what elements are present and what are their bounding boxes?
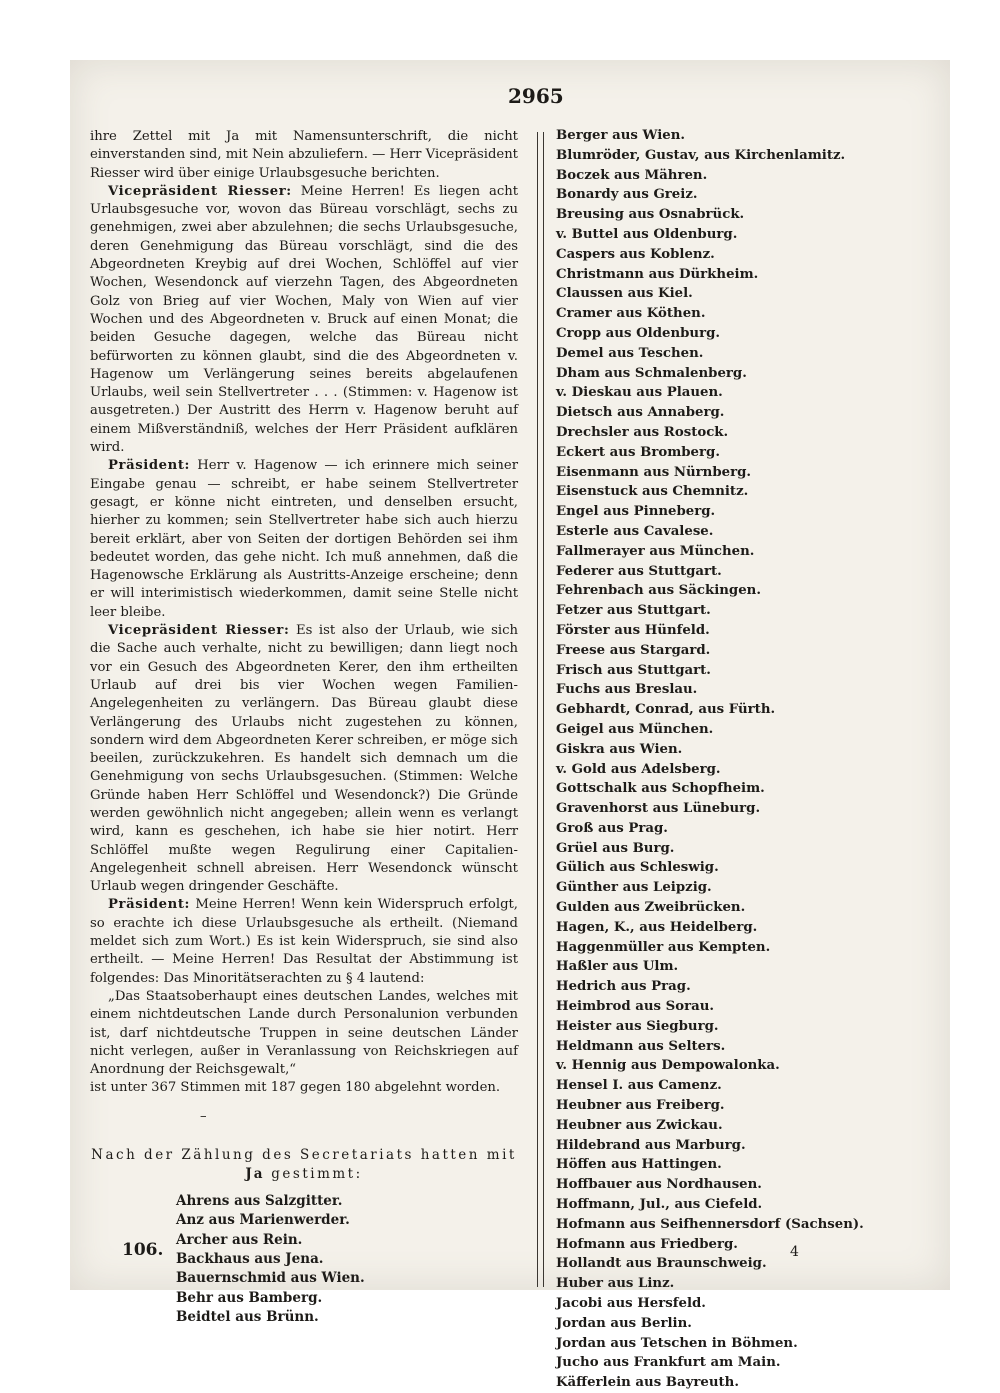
heading-rest: gestimmt: [271,1166,363,1183]
name-entry: Gülich aus Schleswig. [556,860,719,876]
name-entry: Haßler aus Ulm. [556,959,679,975]
speaker-label: Vicepräsident Riesser: [108,623,290,639]
name-entry: Heister aus Siegburg. [556,1018,719,1034]
signature-mark: 4 [790,1244,799,1260]
speaker-label: Präsident: [108,458,191,474]
separator-dash: – [200,1108,207,1124]
paragraph-text: Herr v. Hagenow — ich erinnere mich seiner Eingabe genau — schreibt, er habe seinem Stellvertreter gesagt, er könne nicht eintreten, und denselben ersucht, hierher zu kommen; sein Stellvertreter habe sich auch hierzu bereit erklärt, aber von Seiten der dortigen Behörden sei ihm bedeutet worden, das gehe nicht. Ich muß annehmen, daß die Hagenowsche Erklärung als Austritts-Anzeige erscheine; denn er will interimistisch wiederkommen, damit seine Stelle nicht leer bleibe. [90,458,518,620]
name-entry: Frisch aus Stuttgart. [556,662,711,678]
name-entry: Claussen aus Kiel. [556,286,693,302]
name-entry: Berger aus Wien. [556,128,686,143]
name-entry: Grüel aus Burg. [556,840,675,856]
name-entry: Blumröder, Gustav, aus Kirchenlamitz. [556,147,846,163]
name-entry: Cropp aus Oldenburg. [556,325,721,341]
name-entry: Gravenhorst aus Lüneburg. [556,801,761,817]
name-entry: Hagen, K., aus Heidelberg. [556,919,758,935]
name-entry: Fallmerayer aus München. [556,543,755,559]
name-entry: Behr aus Bamberg. [176,1289,323,1306]
name-entry: Jacobi aus Hersfeld. [556,1296,706,1312]
name-entry: Heimbrod aus Sorau. [556,999,715,1015]
name-entry: Käfferlein aus Bayreuth. [556,1375,739,1391]
name-entry: Hensel I. aus Camenz. [556,1078,722,1094]
name-entry: Jordan aus Tetschen in Böhmen. [556,1335,798,1351]
name-entry: Günther aus Leipzig. [556,880,712,896]
name-entry: Fuchs aus Breslau. [556,682,698,698]
name-entry: v. Gold aus Adelsberg. [556,761,721,777]
name-entry: Esterle aus Cavalese. [556,523,714,539]
name-entry: Freese aus Stargard. [556,642,711,658]
name-entry: Christmann aus Dürkheim. [556,266,759,282]
name-entry: v. Hennig aus Dempowalonka. [556,1058,780,1074]
name-entry: Beidtel aus Brünn. [176,1308,319,1325]
name-entry: Jordan aus Berlin. [556,1315,692,1331]
paragraph-text: Meine Herren! Wenn kein Widerspruch erfolgt, so erachte ich diese Urlaubsgesuche als ertheilt. (Niemand meldet sich zum Wort.) Es ist kein Widerspruch, sie sind also ertheilt. — Meine Herren! Das Resultat der Abstimmung ist folgendes: Das Minoritätserachten zu § 4 lautend: [90,897,518,986]
right-column [556,126,936,1393]
name-entry: Fetzer aus Stuttgart. [556,603,711,619]
name-entry: Engel aus Pinneberg. [556,504,716,520]
name-entry: Caspers aus Koblenz. [556,246,715,262]
name-list-left [176,1192,518,1327]
name-entry: Eisenmann aus Nürnberg. [556,464,752,480]
paragraph [90,896,518,987]
name-entry: Bauernschmid aus Wien. [176,1270,365,1287]
name-entry: Bonardy aus Greiz. [556,187,698,203]
name-entry: Boczek aus Mähren. [556,167,708,183]
name-entry: Hedrich aus Prag. [556,979,691,995]
name-entry: Breusing aus Osnabrück. [556,207,745,223]
name-entry: Drechsler aus Rostock. [556,424,729,440]
name-entry: Hollandt aus Braunschweig. [556,1256,767,1272]
name-entry: Huber aus Linz. [556,1276,675,1292]
section-heading [90,1146,518,1184]
quoted-motion: „Das Staatsoberhaupt eines deutschen Landes, welches mit einem nichtdeutschen Lande durch Personalunion verbunden ist, darf nichtdeutsche Truppen in seine deutschen Länder nicht verlegen, außer in Veranlassung von Reichskriegen auf Anordnung der Reichsgewalt,“ [90,988,518,1078]
paragraph-text: Meine Herren! Es liegen acht Urlaubsgesuche vor, wovon das Büreau vorschlägt, sechs zu genehmigen, zwei aber abzulehnen; die sechs Urlaubsgesuche, deren Genehmigung das Büreau vorschlägt, sind die des Abgeordneten Kreybig auf drei Wochen, Schlöffel auf vier Wochen, Wesendonck auf vierzehn Tagen, des Abgeordneten Golz von Brieg auf vier Wochen, Maly von Wien auf vier Wochen und des Abgeordneten v. Bruck auf einen Monat; die beiden Gesuche dagegen, welche das Büreau nicht befürworten zu können glaubt, sind die des Abgeordneten v. Hagenow um Verlängerung seines bereits abgelaufenen Urlaubs, weil sein Stellvertreter . . . (Stimmen: v. Hagenow ist ausgetreten.) Der Austritt des Herrn v. Hagenow beruht auf einem Mißverständniß, welches der Herr Präsident aufklären wird. [90,183,519,456]
speaker-label: Präsident: [108,897,191,913]
name-entry: Jucho aus Frankfurt am Main. [556,1355,781,1371]
heading-line [90,1165,518,1184]
name-entry: Hofmann aus Friedberg. [556,1236,738,1252]
page-number: 2965 [508,84,564,108]
paragraph [90,183,518,457]
name-entry: Gottschalk aus Schopfheim. [556,781,765,797]
vote-result: ist unter 367 Stimmen mit 187 gegen 180 abgelehnt worden. [90,1080,501,1096]
name-entry: Federer aus Stuttgart. [556,563,722,579]
name-entry: Heldmann aus Selters. [556,1038,726,1054]
left-column [90,128,518,1327]
heading-line: Nach der Zählung des Secretariats hatten mit [91,1147,517,1164]
name-entry: Backhaus aus Jena. [176,1250,324,1267]
name-entry: Archer aus Rein. [176,1231,303,1248]
paragraph [90,457,518,622]
name-entry: v. Buttel aus Oldenburg. [556,226,738,242]
paragraph-text: ihre Zettel mit Ja mit Namensunterschrift, die nicht einverstanden sind, mit Nein abzuliefern. — Herr Vicepräsident Riesser wird über einige Urlaubsgesuche berichten. [90,129,518,181]
name-entry: Heubner aus Freiberg. [556,1098,725,1114]
name-entry: Geigel aus München. [556,721,714,737]
name-entry: Ahrens aus Salzgitter. [176,1193,343,1210]
name-entry: v. Dieskau aus Plauen. [556,385,723,401]
name-entry: Eisenstuck aus Chemnitz. [556,484,749,500]
name-entry: Höffen aus Hattingen. [556,1157,722,1173]
name-entry: Gebhardt, Conrad, aus Fürth. [556,702,776,718]
name-entry: Hoffbauer aus Nordhausen. [556,1177,762,1193]
column-divider [537,132,544,1287]
paragraph-text: Es ist also der Urlaub, wie sich die Sache auch verhalte, nicht zu bewilligen; dann liegt noch vor ein Gesuch des Abgeordneten Kerer, den ihm ertheilten Urlaub auf drei bis vier Wochen wegen Familien-Angelegenheiten zu verlängern. Das Büreau glaubt diese Verlängerung des Urlaubs nicht zugestehen zu können, sondern wird dem Abgeordneten Kerer schreiben, er möge sich beeilen, zurückzukehren. Es handelt sich demnach um die Genehmigung von sechs Urlaubsgesuchen. (Stimmen: Welche Gründe haben Herr Schlöffel und Wesendonck?) Die Gründe werden gewöhnlich nicht angegeben; allein wenn es verlangt wird, kann es geschehen, ich habe sie hier notirt. Herr Schlöffel mußte wegen Regulirung einer Capitalien-Angelegenheit schnell abreisen. Herr Wesendonck wünscht Urlaub wegen dringender Geschäfte. [90,623,518,895]
name-entry: Hofmann aus Seifhennersdorf (Sachsen). [556,1216,864,1232]
name-entry: Dietsch aus Annaberg. [556,405,725,421]
document-page [70,60,950,1391]
heading-ja: Ja [245,1166,265,1183]
name-entry: Gulden aus Zweibrücken. [556,900,746,916]
paragraph [90,128,518,183]
speaker-label: Vicepräsident Riesser: [108,183,292,199]
name-entry: Förster aus Hünfeld. [556,622,710,638]
name-entry: Giskra aus Wien. [556,741,683,757]
name-entry: Hoffmann, Jul., aus Ciefeld. [556,1197,763,1213]
name-entry: Groß aus Prag. [556,820,668,836]
name-entry: Dham aus Schmalenberg. [556,365,747,381]
name-entry: Haggenmüller aus Kempten. [556,939,771,955]
name-entry: Fehrenbach aus Säckingen. [556,583,761,599]
folio-number: 106. [122,1240,164,1260]
name-entry: Anz aus Marienwerder. [176,1212,350,1229]
name-entry: Hildebrand aus Marburg. [556,1137,746,1153]
paragraph [90,622,518,896]
name-entry: Eckert aus Bromberg. [556,444,720,460]
name-entry: Cramer aus Köthen. [556,306,706,322]
name-list-right [556,126,936,1393]
name-entry: Demel aus Teschen. [556,345,704,361]
name-entry: Heubner aus Zwickau. [556,1117,723,1133]
